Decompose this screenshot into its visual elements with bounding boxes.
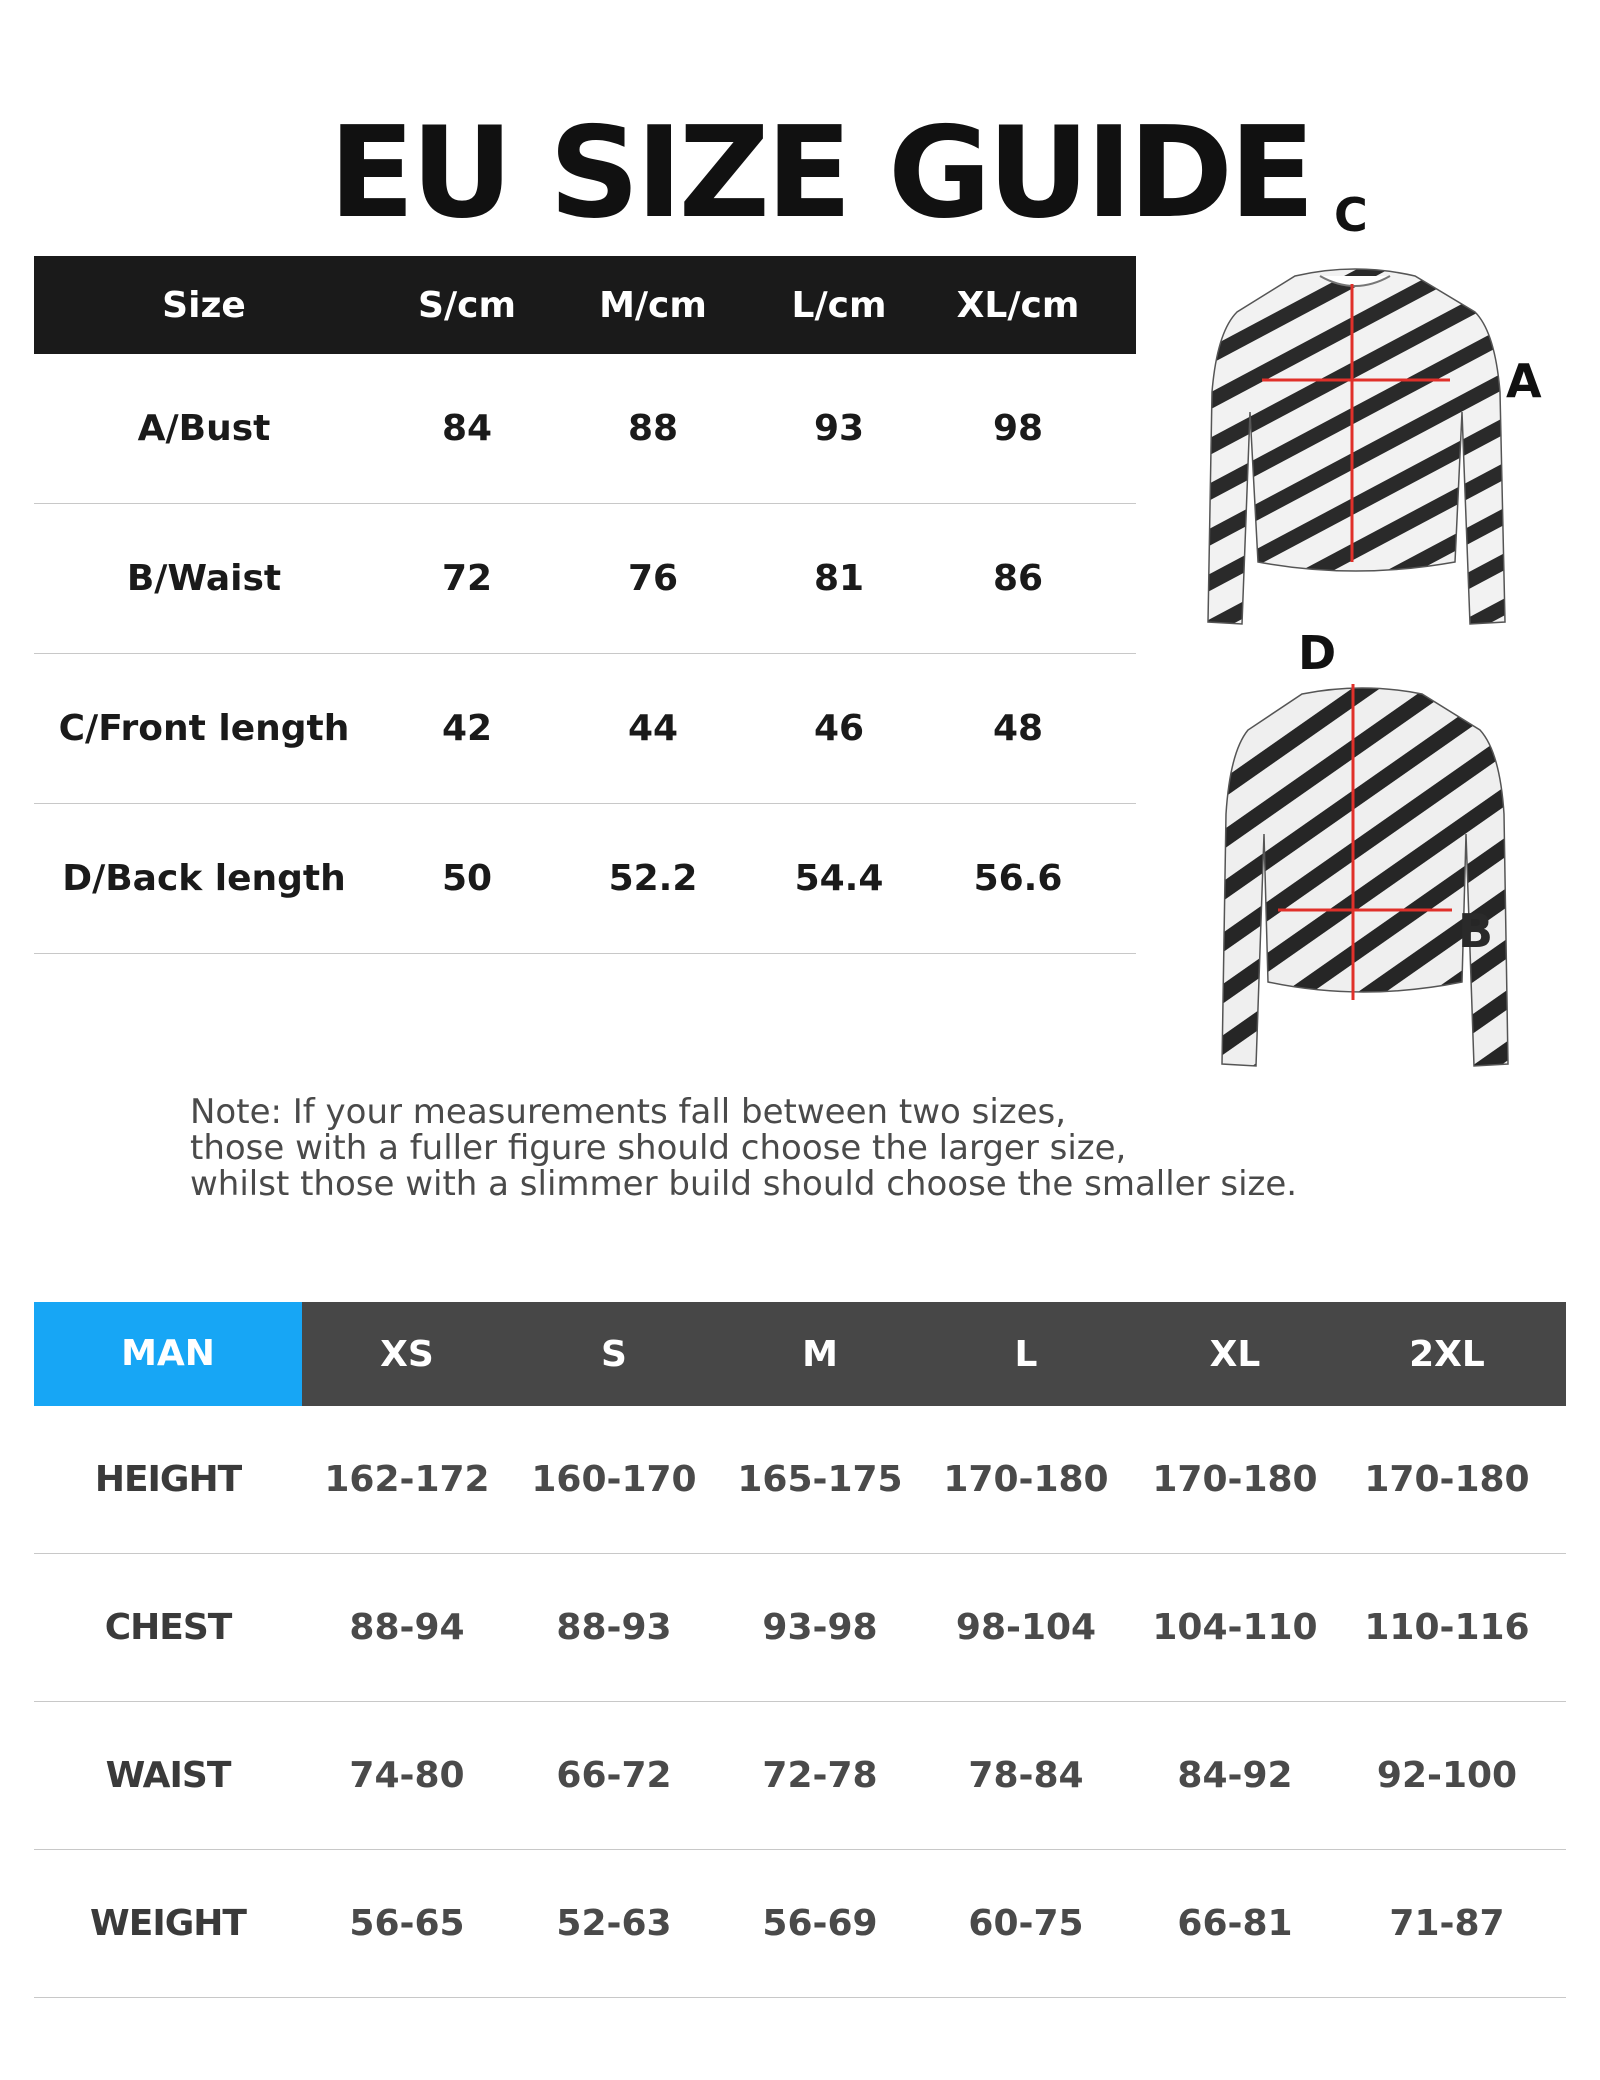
row-label: C/Front length [58, 708, 350, 749]
table-cell: 50 [441, 858, 493, 899]
eu-header-l: L/cm [791, 284, 887, 326]
table-cell: 42 [441, 708, 493, 749]
eu-header-s: S/cm [418, 284, 516, 326]
row-label: CHEST [104, 1607, 232, 1648]
size-note [190, 1094, 1490, 1202]
row-label: HEIGHT [94, 1459, 242, 1500]
table-cell: 170-180 [943, 1459, 1109, 1500]
row-label: B/Waist [126, 558, 282, 599]
table-row [34, 1850, 1566, 1998]
table-cell: 98 [992, 408, 1044, 449]
table-cell: 76 [627, 558, 679, 599]
table-row [34, 354, 1136, 504]
back-jersey-diagram [1212, 684, 1512, 1074]
table-cell: 66-81 [1177, 1903, 1293, 1944]
table-cell: 88 [627, 408, 679, 449]
table-cell: 88-94 [349, 1607, 465, 1648]
note-line: whilst those with a slimmer build should choose the smaller size. [190, 1164, 1298, 1204]
diagram-letter-c: C [1334, 188, 1368, 242]
jersey-back-icon [1212, 684, 1512, 1074]
eu-header-size: Size [162, 284, 246, 326]
diagram-letter-b: B [1458, 904, 1494, 958]
man-table-header [34, 1302, 1566, 1406]
table-cell: 81 [813, 558, 865, 599]
table-cell: 66-72 [556, 1755, 672, 1796]
table-cell: 165-175 [737, 1459, 903, 1500]
man-header-m: M [802, 1333, 838, 1375]
table-cell: 88-93 [556, 1607, 672, 1648]
table-cell: 93-98 [762, 1607, 878, 1648]
table-cell: 78-84 [968, 1755, 1084, 1796]
table-row [34, 1406, 1566, 1554]
row-label: D/Back length [62, 858, 346, 899]
table-cell: 93 [813, 408, 865, 449]
table-cell: 86 [992, 558, 1044, 599]
table-cell: 71-87 [1389, 1903, 1505, 1944]
row-label: WEIGHT [90, 1903, 246, 1944]
table-cell: 170-180 [1364, 1459, 1530, 1500]
table-cell: 162-172 [324, 1459, 490, 1500]
table-cell: 46 [813, 708, 865, 749]
diagram-letter-d: D [1298, 626, 1337, 680]
row-label: A/Bust [137, 408, 271, 449]
table-row [34, 1554, 1566, 1702]
table-cell: 72-78 [762, 1755, 878, 1796]
table-cell: 56.6 [973, 858, 1063, 899]
table-cell: 54.4 [794, 858, 884, 899]
man-header-xs: XS [380, 1333, 434, 1375]
eu-table-header [34, 256, 1136, 354]
page-title: EU SIZE GUIDE [328, 99, 1312, 246]
table-cell: 72 [441, 558, 493, 599]
table-cell: 74-80 [349, 1755, 465, 1796]
table-cell: 104-110 [1152, 1607, 1318, 1648]
table-cell: 84-92 [1177, 1755, 1293, 1796]
table-cell: 56-69 [762, 1903, 878, 1944]
man-header-label: MAN [34, 1302, 302, 1406]
table-row [34, 504, 1136, 654]
diagram-letter-a: A [1506, 354, 1542, 408]
front-jersey-diagram [1200, 262, 1510, 642]
table-cell: 170-180 [1152, 1459, 1318, 1500]
eu-size-table [34, 256, 1136, 954]
table-row [34, 1702, 1566, 1850]
table-cell: 52-63 [556, 1903, 672, 1944]
table-cell: 56-65 [349, 1903, 465, 1944]
table-row [34, 654, 1136, 804]
row-label: WAIST [105, 1755, 231, 1796]
man-header-2xl: 2XL [1409, 1333, 1485, 1375]
table-cell: 110-116 [1364, 1607, 1530, 1648]
man-size-table [34, 1302, 1566, 1998]
table-cell: 44 [627, 708, 679, 749]
man-header-s: S [601, 1333, 627, 1375]
table-cell: 48 [992, 708, 1044, 749]
table-cell: 92-100 [1376, 1755, 1518, 1796]
eu-header-xl: XL/cm [956, 284, 1080, 326]
table-row [34, 804, 1136, 954]
table-cell: 52.2 [608, 858, 698, 899]
table-cell: 84 [441, 408, 493, 449]
eu-header-m: M/cm [599, 284, 707, 326]
table-cell: 98-104 [955, 1607, 1097, 1648]
note-line: those with a fuller figure should choose the larger size, [190, 1128, 1127, 1168]
table-cell: 160-170 [531, 1459, 697, 1500]
jersey-front-icon [1200, 262, 1510, 642]
table-cell: 60-75 [968, 1903, 1084, 1944]
man-header-xl: XL [1209, 1333, 1261, 1375]
man-header-l: L [1014, 1333, 1038, 1375]
note-line: Note: If your measurements fall between two sizes, [190, 1092, 1067, 1132]
